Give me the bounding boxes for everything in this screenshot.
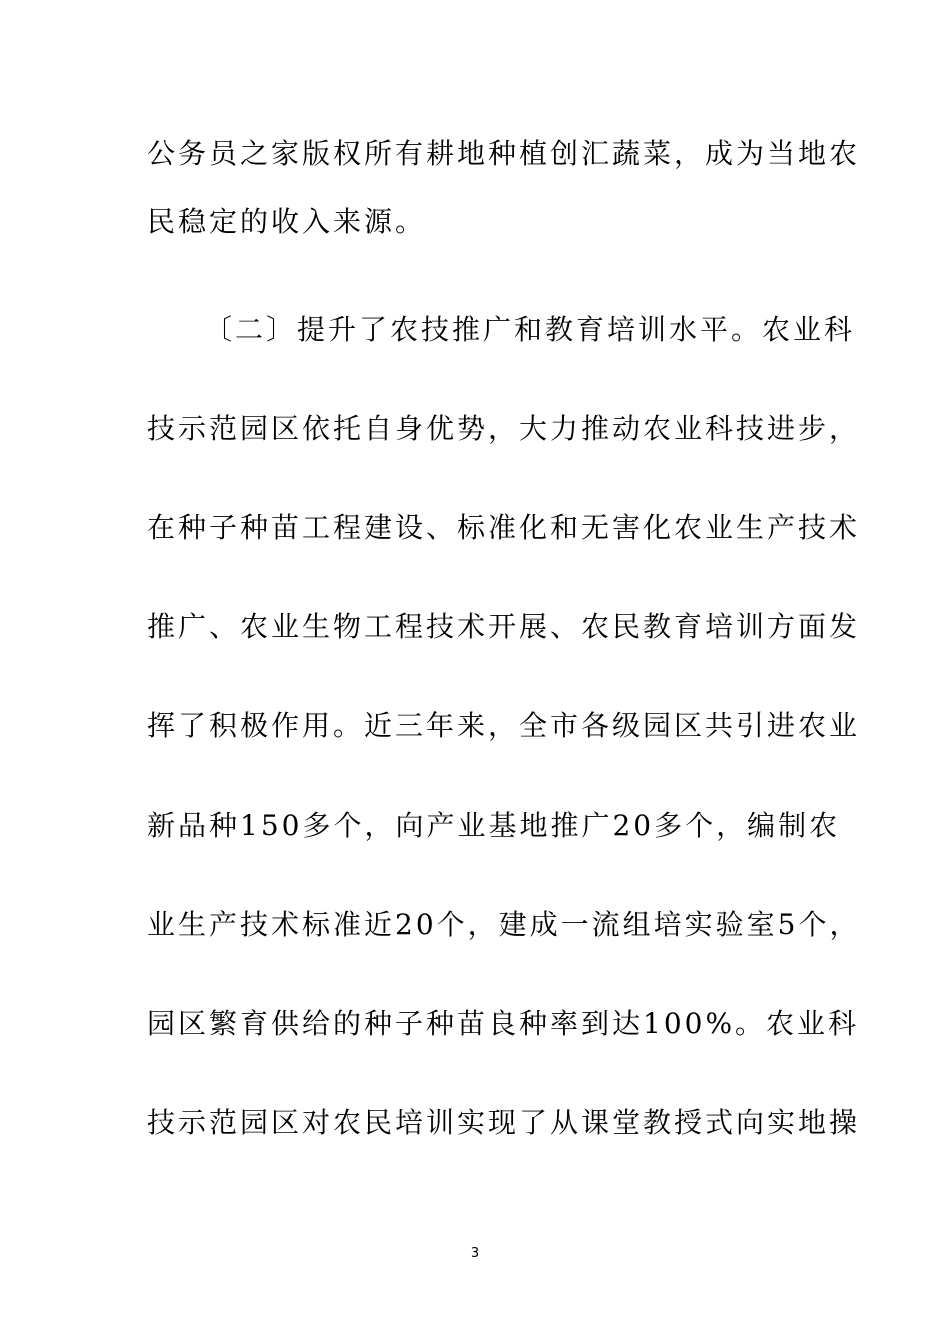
text-line: 园区繁育供给的种子种苗良种率到达100%。农业科 — [147, 1007, 860, 1040]
text-line: 推广、农业生物工程技术开展、农民教育培训方面发 — [147, 610, 861, 643]
text-line: 挥了积极作用。近三年来，全市各级园区共引进农业 — [147, 709, 861, 742]
paragraph-start-line: 〔二〕提升了农技推广和教育培训水平。农业科 — [204, 313, 856, 346]
text-line: 业生产技术标准近20个，建成一流组培实验室5个， — [147, 908, 861, 941]
text-line: 技示范园区对农民培训实现了从课堂教授式向实地操 — [147, 1106, 861, 1139]
text-line: 技示范园区依托自身优势，大力推动农业科技进步， — [147, 412, 861, 445]
page-number: 3 — [470, 1246, 480, 1261]
text-line: 在种子种苗工程建设、标准化和无害化农业生产技术 — [147, 511, 861, 544]
text-line: 公务员之家版权所有耕地种植创汇蔬菜，成为当地农 — [147, 137, 861, 170]
text-line: 民稳定的收入来源。 — [147, 205, 427, 238]
text-line: 新品种150多个，向产业基地推广20多个，编制农 — [147, 809, 841, 842]
